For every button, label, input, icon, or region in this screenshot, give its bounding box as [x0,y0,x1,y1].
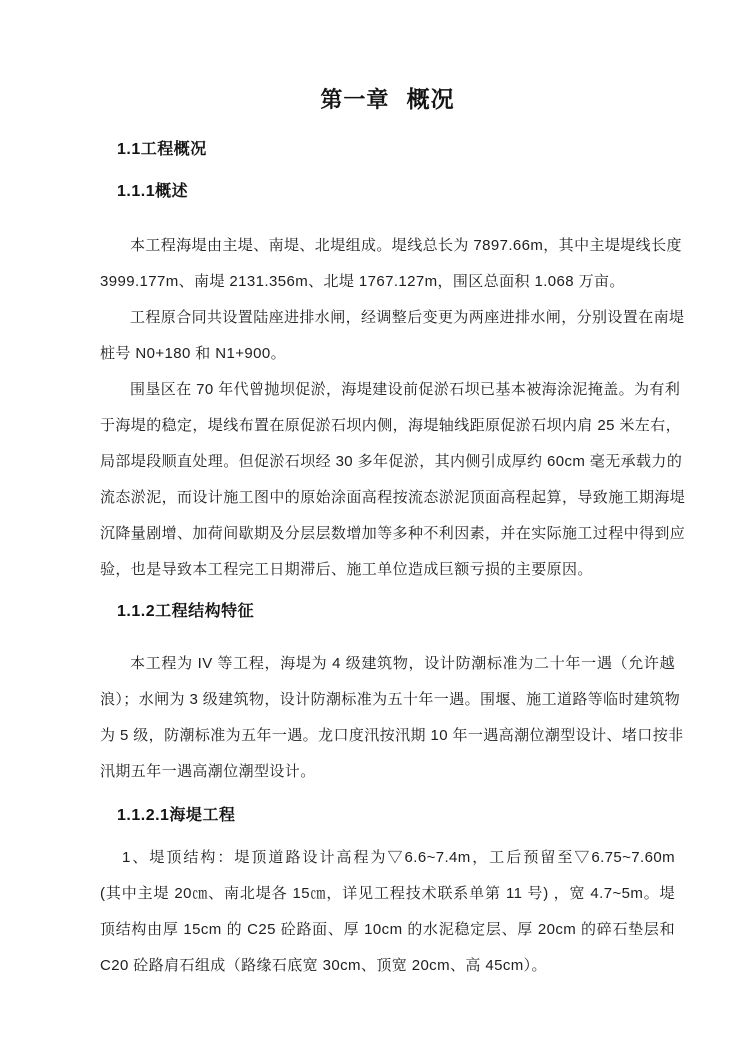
chapter-number: 第一章 [320,87,390,112]
section-heading-1-1: 1.1工程概况 [117,141,207,158]
paragraph-line: 局部堤段顺直处理。但促淤石坝经 30 多年促淤，其内侧引成厚约 60cm 毫无承载力的 [100,453,683,470]
paragraph-line: (其中主堤 20㎝、南北堤各 15㎝，详见工程技术联系单第 11 号) ，宽 4.7~5m。堤 [100,885,675,902]
chapter-name: 概况 [406,86,455,112]
section-heading-1-1-2-1: 1.1.2.1海堤工程 [117,807,236,824]
paragraph-line: 顶结构由厚 15cm 的 C25 砼路面、厚 10cm 的水泥稳定层、厚 20cm 的碎石垫层和 [100,921,675,938]
paragraph-line: 沉降量剧增、加荷间歇期及分层层数增加等多种不利因素，并在实际施工过程中得到应 [100,525,686,542]
section-heading-1-1-1: 1.1.1概述 [117,183,189,200]
paragraph-line: 1、堤顶结构：堤顶道路设计高程为▽6.6~7.4m，工后预留至▽6.75~7.60m [122,849,675,866]
chapter-title [100,84,675,114]
paragraph-line: 3999.177m、南堤 2131.356m、北堤 1767.127m，围区总面积 1.068 万亩。 [100,273,625,290]
paragraph-line: 于海堤的稳定，堤线布置在原促淤石坝内侧，海堤轴线距原促淤石坝内肩 25 米左右， [100,417,682,434]
paragraph [100,646,684,790]
paragraph [100,372,686,588]
paragraph-line: 工程原合同共设置陆座进排水闸，经调整后变更为两座进排水闸，分别设置在南堤 [130,309,685,326]
paragraph-line: 浪）；水闸为 3 级建筑物，设计防潮标准为五十年一遇。围堰、施工道路等临时建筑物 [100,691,681,708]
section-heading-1-1-2: 1.1.2工程结构特征 [117,603,255,620]
paragraph-line: 围垦区在 70 年代曾抛坝促淤，海堤建设前促淤石坝已基本被海涂泥掩盖。为有利 [130,381,681,398]
document-content [100,0,686,984]
paragraph-line: 验，也是导致本工程完工日期滞后、施工单位造成巨额亏损的主要原因。 [100,561,593,578]
paragraph-line: 本工程海堤由主堤、南堤、北堤组成。堤线总长为 7897.66m，其中主堤堤线长度 [130,237,682,254]
paragraph [100,228,682,300]
paragraph [100,840,675,984]
paragraph-line: 为 5 级，防潮标准为五年一遇。龙口度汛按汛期 10 年一遇高潮位潮型设计、堵口按非 [100,727,684,744]
paragraph-line: 本工程为 IV 等工程，海堤为 4 级建筑物，设计防潮标准为二十年一遇（允许越 [130,655,675,672]
paragraph [100,300,685,372]
paragraph-line: 流态淤泥，而设计施工图中的原始涂面高程按流态淤泥顶面高程起算，导致施工期海堤 [100,489,686,506]
paragraph-line: 汛期五年一遇高潮位潮型设计。 [100,763,316,780]
paragraph-line: 桩号 N0+180 和 N1+900。 [100,345,287,362]
paragraph-line: C20 砼路肩石组成（路缘石底宽 30cm、顶宽 20cm、高 45cm）。 [100,957,547,974]
